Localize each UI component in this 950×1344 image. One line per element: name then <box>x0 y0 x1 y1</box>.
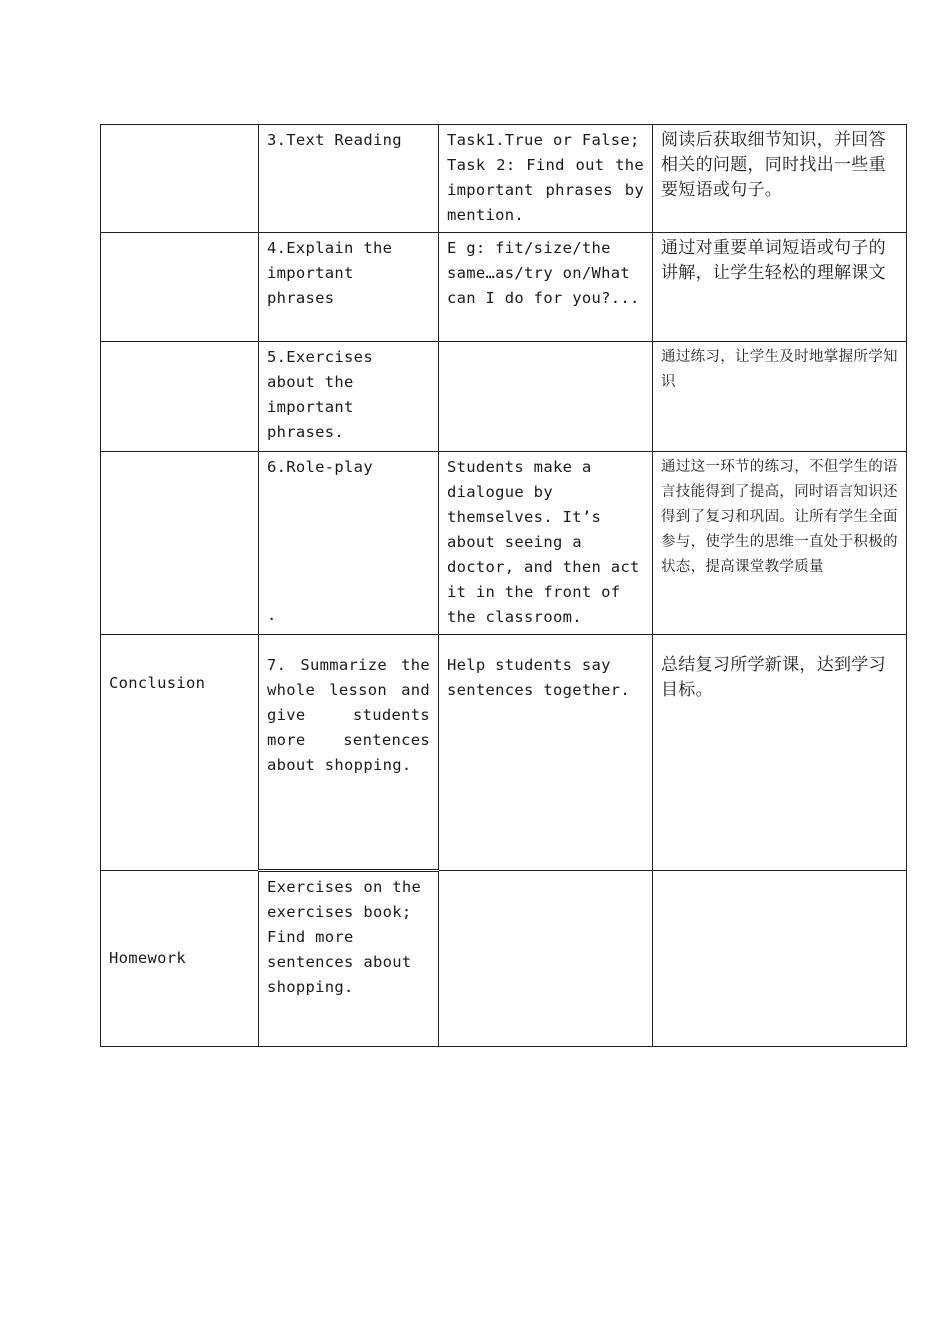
purpose-cell: 通过练习，让学生及时地掌握所学知识 <box>653 342 907 452</box>
stage-cell: Homework <box>101 871 259 1047</box>
stage-cell <box>101 233 259 342</box>
purpose-cell: 通过对重要单词短语或句子的讲解，让学生轻松的理解课文 <box>653 233 907 342</box>
table-row <box>101 635 907 871</box>
step-cell: 4.Explain the important phrases <box>259 233 439 342</box>
activity-cell: Students make a dialogue by themselves. It’s about seeing a doctor, and then act it in the front of the classroom. <box>439 452 653 635</box>
purpose-cell: 通过这一环节的练习，不但学生的语言技能得到了提高，同时语言知识还得到了复习和巩固。让所有学生全面参与，使学生的思维一直处于积极的状态，提高课堂教学质量 <box>653 452 907 635</box>
table-row <box>101 871 907 1047</box>
table-row <box>101 125 907 233</box>
activity-cell: E g: fit/size/the same…as/try on/What can I do for you?... <box>439 233 653 342</box>
step-cell: 7. Summarize the whole lesson and give students more sentences about shopping. <box>259 635 439 871</box>
step-cell: 5.Exercises about the important phrases. <box>259 342 439 452</box>
step-label: 6.Role-play <box>267 458 373 476</box>
activity-cell: Help students say sentences together. <box>439 635 653 871</box>
lesson-plan-table <box>100 124 907 1047</box>
table-row <box>101 342 907 452</box>
activity-cell <box>439 342 653 452</box>
purpose-cell: 阅读后获取细节知识，并回答相关的问题，同时找出一些重要短语或句子。 <box>653 125 907 233</box>
activity-cell <box>439 871 653 1047</box>
step-extra-mark: . <box>267 606 277 624</box>
stage-cell <box>101 125 259 233</box>
purpose-cell: 总结复习所学新课，达到学习目标。 <box>653 635 907 871</box>
stage-cell <box>101 635 259 871</box>
stage-cell <box>101 452 259 635</box>
step-cell <box>259 452 439 635</box>
stage-cell <box>101 342 259 452</box>
step-cell: 3.Text Reading <box>259 125 439 233</box>
stage-label: Conclusion <box>109 674 206 692</box>
table-row <box>101 233 907 342</box>
table-row <box>101 452 907 635</box>
purpose-cell <box>653 871 907 1047</box>
step-cell: Exercises on the exercises book; Find more sentences about shopping. <box>259 871 439 1047</box>
activity-cell: Task1.True or False; Task 2: Find out the important phrases by mention. <box>439 125 653 233</box>
